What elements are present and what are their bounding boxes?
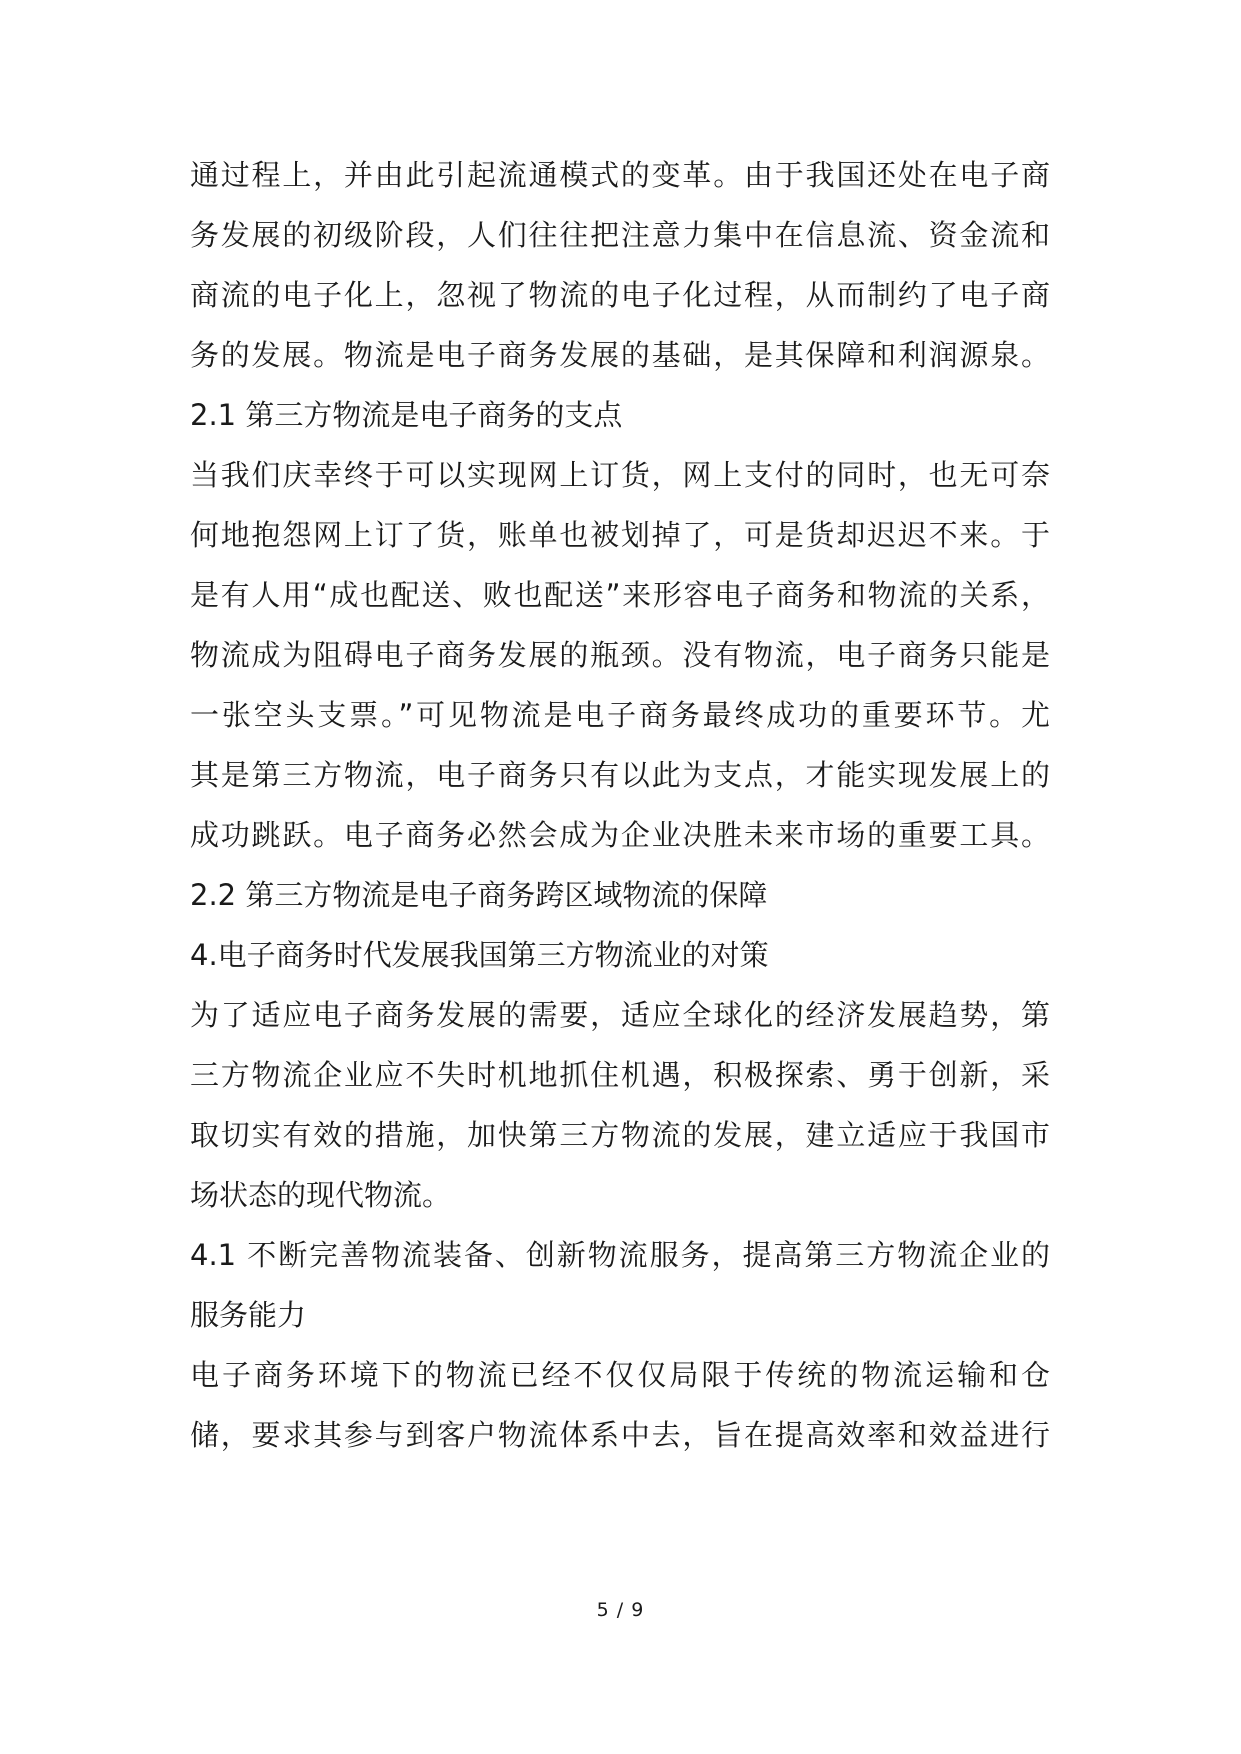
section-heading-4-1-cont: 服务能力 bbox=[190, 1298, 307, 1332]
text-line-3: 商流的电子化上，忽视了物流的电子化过程，从而制约了电子商 bbox=[190, 278, 1050, 312]
text-line-8: 是有人用“成也配送、败也配送”来形容电子商务和物流的关系， bbox=[190, 578, 1050, 612]
text-line-9: 物流成为阻碍电子商务发展的瓶颈。没有物流，电子商务只能是 bbox=[190, 638, 1050, 672]
text-line-1: 通过程上，并由此引起流通模式的变革。由于我国还处在电子商 bbox=[190, 158, 1050, 192]
page-number: 5 / 9 bbox=[596, 1599, 645, 1621]
section-heading-2-2: 2.2 第三方物流是电子商务跨区域物流的保障 bbox=[190, 878, 768, 912]
section-heading-2-1: 2.1 第三方物流是电子商务的支点 bbox=[190, 398, 623, 432]
text-line-2: 务发展的初级阶段，人们往往把注意力集中在信息流、资金流和 bbox=[190, 218, 1050, 252]
text-line-18: 场状态的现代物流。 bbox=[190, 1178, 452, 1212]
section-heading-4-1: 4.1 不断完善物流装备、创新物流服务，提高第三方物流企业的 bbox=[190, 1238, 1050, 1272]
text-line-21: 电子商务环境下的物流已经不仅仅局限于传统的物流运输和仓 bbox=[190, 1358, 1050, 1392]
text-line-12: 成功跳跃。电子商务必然会成为企业决胜未来市场的重要工具。 bbox=[190, 818, 1050, 852]
text-line-15: 为了适应电子商务发展的需要，适应全球化的经济发展趋势，第 bbox=[190, 998, 1050, 1032]
text-line-17: 取切实有效的措施，加快第三方物流的发展，建立适应于我国市 bbox=[190, 1118, 1050, 1152]
text-line-6: 当我们庆幸终于可以实现网上订货，网上支付的同时，也无可奈 bbox=[190, 458, 1050, 492]
text-line-16: 三方物流企业应不失时机地抓住机遇，积极探索、勇于创新，采 bbox=[190, 1058, 1050, 1092]
section-heading-4: 4.电子商务时代发展我国第三方物流业的对策 bbox=[190, 938, 769, 972]
text-line-11: 其是第三方物流，电子商务只有以此为支点，才能实现发展上的 bbox=[190, 758, 1050, 792]
text-line-22: 储，要求其参与到客户物流体系中去，旨在提高效率和效益进行 bbox=[190, 1418, 1050, 1452]
text-line-4: 务的发展。物流是电子商务发展的基础，是其保障和利润源泉。 bbox=[190, 338, 1050, 372]
text-line-7: 何地抱怨网上订了货，账单也被划掉了，可是货却迟迟不来。于 bbox=[190, 518, 1050, 552]
text-line-10: 一张空头支票。”可见物流是电子商务最终成功的重要环节。尤 bbox=[190, 698, 1050, 732]
